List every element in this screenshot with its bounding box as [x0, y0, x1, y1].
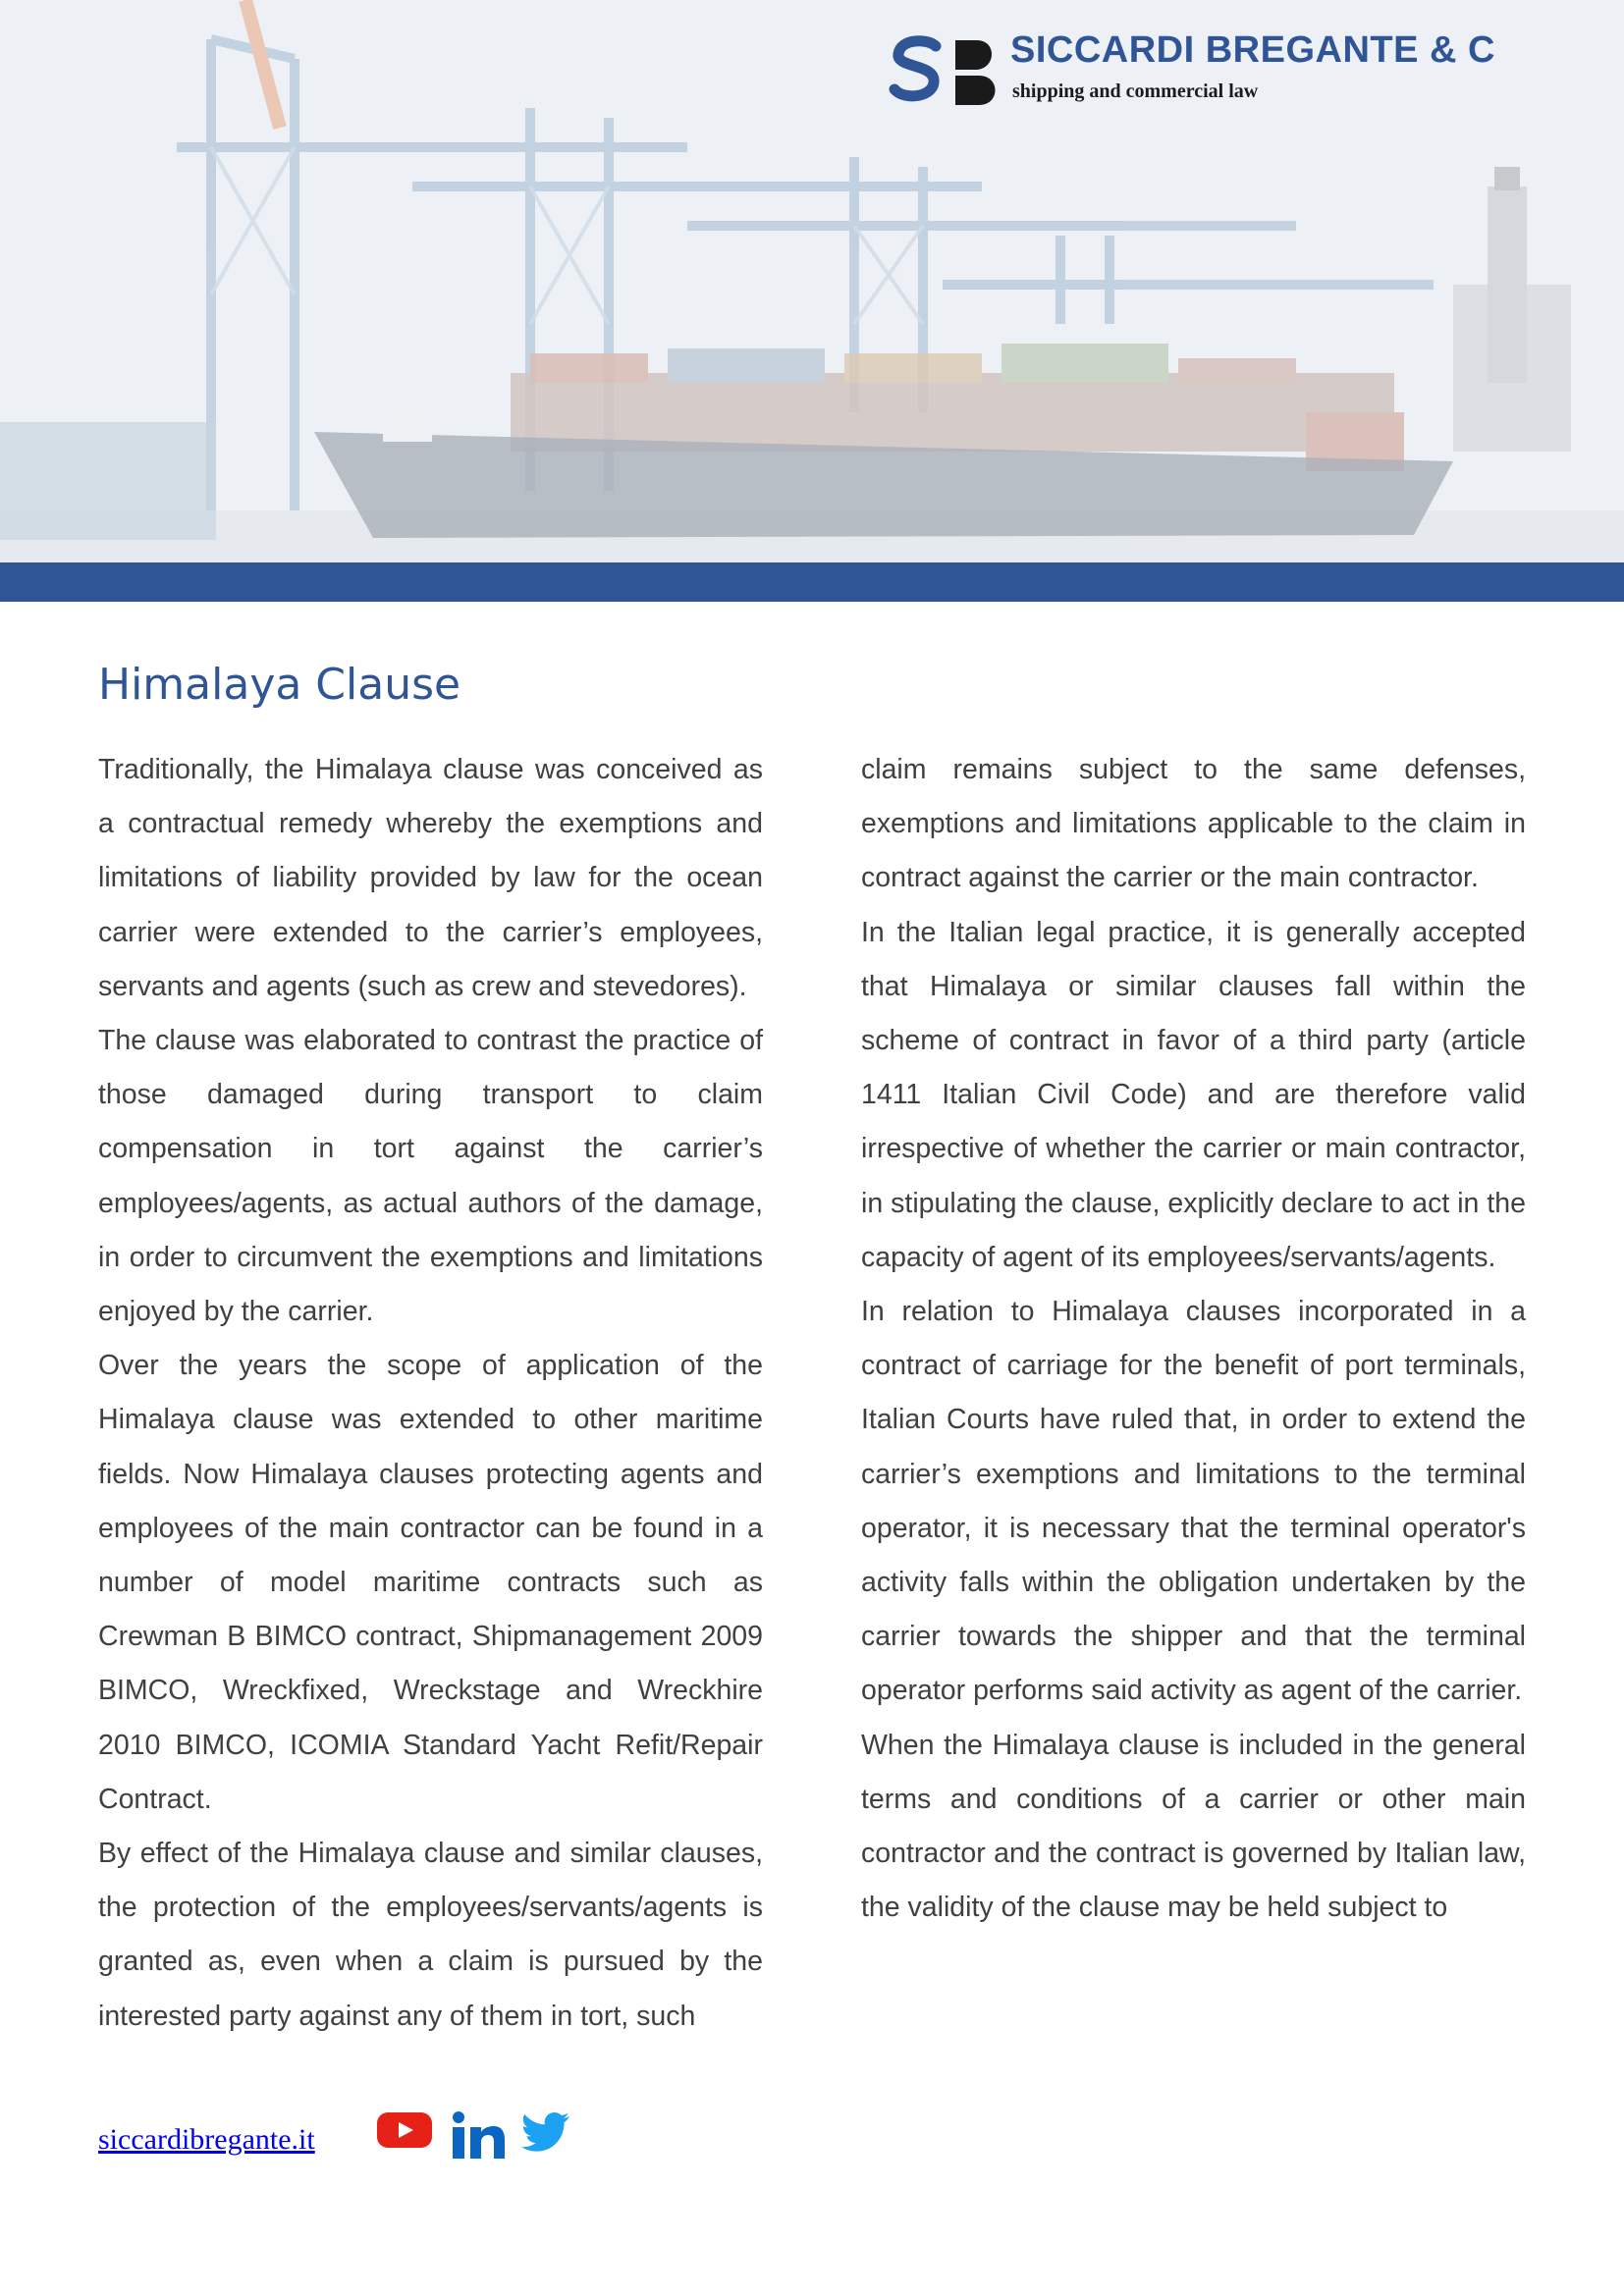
firm-name: SICCARDI BREGANTE & C	[1010, 29, 1495, 71]
linkedin-icon[interactable]	[451, 2110, 506, 2160]
sb-logo-mark	[889, 34, 1004, 108]
right-column	[861, 743, 1526, 1935]
paragraph: Traditionally, the Himalaya clause was conceived as a contractual remedy whereby the exemptions and limitations of liability provided by law for the ocean carrier were extended to the carrier’s employees, servants and agents (such as crew and stevedores).	[98, 754, 763, 1002]
left-column	[98, 743, 763, 2044]
paragraph: Over the years the scope of application of the Himalaya clause was extended to other maritime fields. Now Himalaya clauses protecting agents and employees of the main contractor can be found in a number of model maritime contracts such as Crewman B BIMCO contract, Shipmanagement 2009 BIMCO, Wreckfixed, Wreckstage and Wreckhire 2010 BIMCO, ICOMIA Standard Yacht Refit/Repair Contract.	[98, 1350, 763, 1815]
header-divider-band	[0, 562, 1624, 602]
paragraph: In relation to Himalaya clauses incorporated in a contract of carriage for the benefit of port terminals, Italian Courts have ruled that, in order to extend the carrier’s exemptions and limitations to the terminal operator, it is necessary that the terminal operator's activity falls within the obligation undertaken by the carrier towards the shipper and that the terminal operator performs said activity as agent of the carrier.	[861, 1296, 1526, 1707]
firm-tagline: shipping and commercial law	[1012, 80, 1259, 102]
paragraph: In the Italian legal practice, it is generally accepted that Himalaya or similar clauses fall within the scheme of contract in favor of a third party (article 1411 Italian Civil Code) and are therefore valid irrespective of whether the carrier or main contractor, in stipulating the clause, explicitly declare to act in the capacity of agent of its employees/servants/agents.	[861, 916, 1526, 1273]
paragraph: By effect of the Himalaya clause and similar clauses, the protection of the employees/servants/agents is granted as, even when a claim is pursued by the interested party against any of them in tort, such	[98, 1838, 763, 2032]
paragraph: The clause was elaborated to contrast the practice of those damaged during transport to claim compensation in tort against the carrier’s employees/agents, as actual authors of the damage, in order to circumvent the exemptions and limitations enjoyed by the carrier.	[98, 1025, 763, 1328]
header-banner	[0, 0, 1624, 562]
firm-logo	[889, 29, 1537, 113]
paragraph: When the Himalaya clause is included in the general terms and conditions of a carrier or other main contractor and the contract is governed by Italian law, the validity of the clause may be held subject to	[861, 1729, 1526, 1924]
website-link[interactable]: siccardibregante.it	[98, 2123, 315, 2156]
article-title: Himalaya Clause	[98, 660, 461, 710]
twitter-icon[interactable]	[521, 2110, 570, 2154]
paragraph: claim remains subject to the same defenses, exemptions and limitations applicable to the claim in contract against the carrier or the main contractor.	[861, 754, 1526, 894]
youtube-icon[interactable]	[376, 2110, 433, 2150]
